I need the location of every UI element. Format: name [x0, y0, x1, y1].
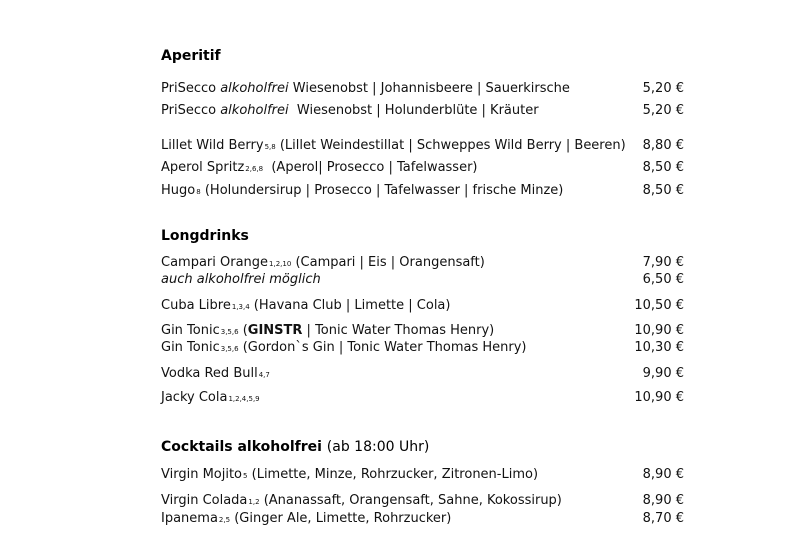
item-price: 5,20 € — [642, 81, 684, 96]
item-description: (Gordon`s Gin | Tonic Water Thomas Henry) — [242, 340, 527, 355]
menu-item-gin-tonic-gordons — [161, 340, 684, 356]
item-price: 8,90 € — [642, 493, 684, 508]
item-description: Wiesenobst | Johannisbeere | Sauerkirsche — [292, 81, 570, 96]
menu-item-cuba-libre — [161, 298, 684, 314]
item-price: 10,90 € — [634, 390, 684, 405]
section-title-note: (ab 18:00 Uhr) — [326, 439, 430, 455]
menu-item-campari-alkoholfrei — [161, 272, 684, 288]
item-name: Jacky Cola — [161, 390, 228, 405]
item-name: Campari Orange — [161, 255, 269, 270]
item-note: auch alkoholfrei möglich — [161, 272, 321, 287]
item-price: 6,50 € — [642, 272, 684, 287]
menu-item-virgin-colada — [161, 493, 684, 509]
item-description: (Holundersirup | Prosecco | Tafelwasser | frische Minze) — [204, 183, 564, 198]
item-price: 8,50 € — [642, 183, 684, 198]
item-description: (Limette, Minze, Rohrzucker, Zitronen-Limo) — [251, 467, 539, 482]
section-title-longdrinks: Longdrinks — [161, 228, 249, 244]
item-price: 5,20 € — [642, 103, 684, 118]
item-description: (Havana Club | Limette | Cola) — [253, 298, 451, 313]
item-description: (Aperol| Prosecco | Tafelwasser) — [271, 160, 478, 175]
menu-item-aperol — [161, 160, 684, 176]
item-footnotes: 5,8 — [264, 143, 276, 151]
item-price: 8,90 € — [642, 467, 684, 482]
item-name: Hugo — [161, 183, 196, 198]
item-name: Ipanema — [161, 511, 218, 526]
item-footnotes: 8 — [196, 188, 201, 196]
menu-item-prisecco-1 — [161, 81, 684, 97]
item-qualifier: alkoholfrei — [220, 103, 289, 118]
menu-item-ipanema — [161, 511, 684, 527]
menu-item-prisecco-2 — [161, 103, 684, 119]
item-name: Cuba Libre — [161, 298, 231, 313]
item-price: 10,30 € — [634, 340, 684, 355]
menu-item-virgin-mojito — [161, 467, 684, 483]
item-footnotes: 2,6,8 — [245, 165, 264, 173]
item-price: 8,70 € — [642, 511, 684, 526]
item-footnotes: 2,5 — [218, 516, 231, 524]
item-footnotes: 3,5,6 — [220, 345, 239, 353]
menu-item-gin-tonic-ginstr — [161, 323, 684, 339]
item-description-prefix: ( — [242, 323, 248, 338]
item-footnotes: 1,2,10 — [269, 260, 292, 268]
item-footnotes: 1,2,4,5,9 — [228, 395, 260, 403]
item-name: PriSecco — [161, 81, 217, 96]
item-description: (Lillet Weindestillat | Schweppes Wild Berry | Beeren) — [279, 138, 626, 153]
item-price: 7,90 € — [642, 255, 684, 270]
item-footnotes: 4,7 — [258, 371, 270, 379]
item-footnotes: 3,5,6 — [220, 328, 239, 336]
item-name: Vodka Red Bull — [161, 366, 258, 381]
item-qualifier: alkoholfrei — [220, 81, 289, 96]
item-name: Aperol Spritz — [161, 160, 245, 175]
menu-item-lillet — [161, 138, 684, 154]
item-description: Wiesenobst | Holunderblüte | Kräuter — [296, 103, 539, 118]
item-name: Lillet Wild Berry — [161, 138, 264, 153]
section-title-text: Cocktails alkoholfrei — [161, 439, 322, 455]
section-title-cocktails — [161, 439, 429, 455]
item-footnotes: 5 — [243, 472, 248, 480]
item-price: 8,80 € — [642, 138, 684, 153]
item-description: (Ginger Ale, Limette, Rohrzucker) — [234, 511, 452, 526]
item-footnotes: 1,3,4 — [231, 303, 250, 311]
item-footnotes: 1,2 — [248, 498, 260, 506]
menu-item-jacky-cola — [161, 390, 684, 406]
item-price: 10,90 € — [634, 323, 684, 338]
menu-item-vodka-red-bull — [161, 366, 684, 382]
item-price: 9,90 € — [642, 366, 684, 381]
item-price: 8,50 € — [642, 160, 684, 175]
menu-item-campari-orange — [161, 255, 684, 271]
item-name: Gin Tonic — [161, 340, 220, 355]
item-name: PriSecco — [161, 103, 217, 118]
item-description: (Campari | Eis | Orangensaft) — [295, 255, 485, 270]
item-name: Gin Tonic — [161, 323, 220, 338]
item-description-brand: GINSTR — [247, 323, 303, 338]
item-name: Virgin Colada — [161, 493, 248, 508]
item-description-rest: | Tonic Water Thomas Henry) — [302, 323, 495, 338]
item-name: Virgin Mojito — [161, 467, 243, 482]
menu-item-hugo — [161, 183, 684, 199]
item-description: (Ananassaft, Orangensaft, Sahne, Kokossirup) — [263, 493, 562, 508]
section-title-aperitif: Aperitif — [161, 48, 221, 64]
item-price: 10,50 € — [634, 298, 684, 313]
